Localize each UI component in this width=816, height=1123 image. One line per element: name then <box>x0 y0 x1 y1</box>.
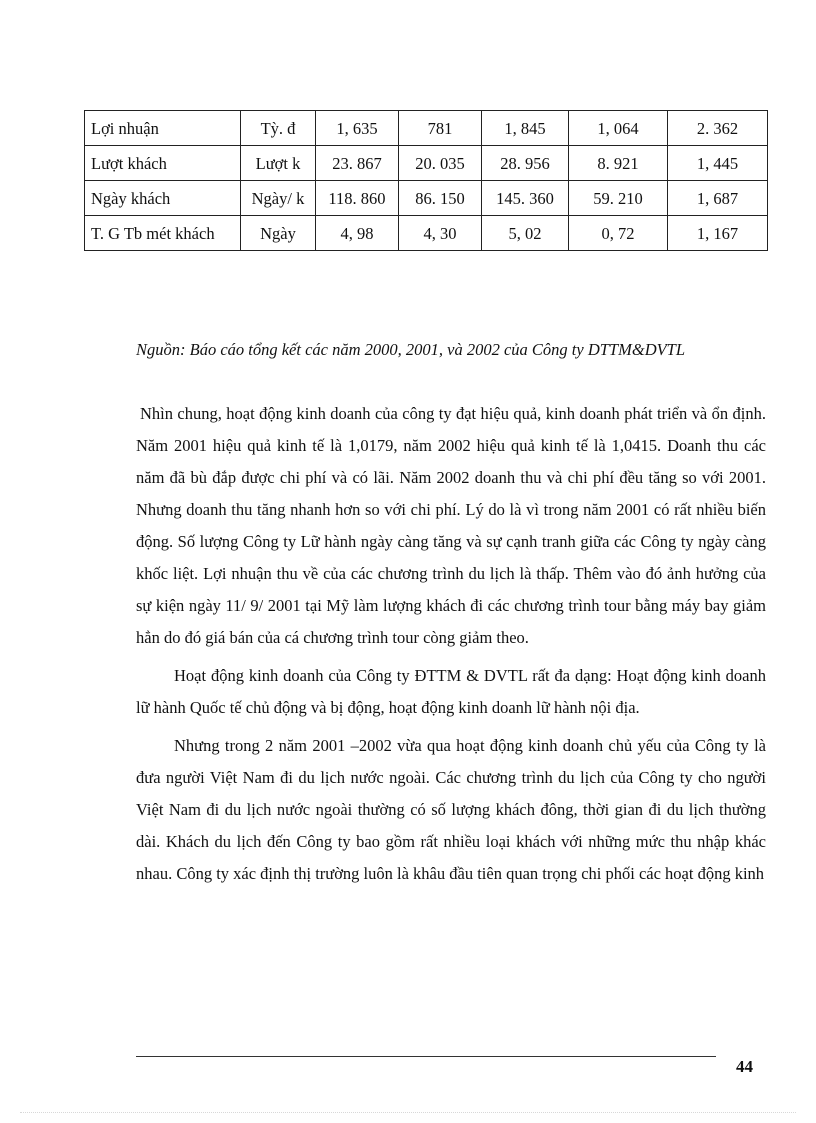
table-row <box>85 216 768 251</box>
body-text <box>136 398 766 896</box>
table-cell: 1, 445 <box>668 146 768 181</box>
table-cell: 1, 635 <box>316 111 399 146</box>
row-unit: Ngày/ k <box>241 181 316 216</box>
row-label: Ngày khách <box>85 181 241 216</box>
table-cell: 28. 956 <box>482 146 569 181</box>
row-unit: Tỳ. đ <box>241 111 316 146</box>
paragraph: Hoạt động kinh doanh của Công ty ĐTTM & DVTL rất đa dạng: Hoạt động kinh doanh lữ hành Quốc tế chủ động và bị động, hoạt động kinh doanh lữ hành nội địa. <box>136 666 766 717</box>
table-cell: 8. 921 <box>569 146 668 181</box>
row-unit: Lượt k <box>241 146 316 181</box>
footer-divider <box>136 1056 716 1057</box>
table-cell: 145. 360 <box>482 181 569 216</box>
table-cell: 20. 035 <box>399 146 482 181</box>
table-cell: 1, 064 <box>569 111 668 146</box>
table-row <box>85 181 768 216</box>
table-cell: 5, 02 <box>482 216 569 251</box>
row-label: Lượt khách <box>85 146 241 181</box>
business-results-table <box>84 110 768 251</box>
table-cell: 23. 867 <box>316 146 399 181</box>
table-cell: 1, 687 <box>668 181 768 216</box>
table-cell: 86. 150 <box>399 181 482 216</box>
table-row <box>85 146 768 181</box>
table-cell: 0, 72 <box>569 216 668 251</box>
table-cell: 118. 860 <box>316 181 399 216</box>
source-note: Nguồn: Báo cáo tổng kết các năm 2000, 2001, và 2002 của Công ty DTTM&DVTL <box>136 340 686 359</box>
page-bottom-edge <box>20 1112 796 1113</box>
table-cell: 4, 98 <box>316 216 399 251</box>
table-cell: 4, 30 <box>399 216 482 251</box>
table-cell: 2. 362 <box>668 111 768 146</box>
table-cell: 59. 210 <box>569 181 668 216</box>
paragraph: Nhưng trong 2 năm 2001 –2002 vừa qua hoạt động kinh doanh chủ yếu của Công ty là đưa người Việt Nam đi du lịch nước ngoài. Các chương trình du lịch của Công ty cho người Việt Nam đi du lịch nước ngoài thường có số lượng khách đông, thời gian đi du lịch thường dài. Khách du lịch đến Công ty bao gồm rất nhiều loại khách với những mức thu nhập khác nhau. Công ty xác định thị trường luôn là khâu đầu tiên quan trọng chi phối các hoạt động kinh <box>136 736 766 883</box>
row-unit: Ngày <box>241 216 316 251</box>
table-cell: 1, 845 <box>482 111 569 146</box>
table-cell: 1, 167 <box>668 216 768 251</box>
paragraph: Nhìn chung, hoạt động kinh doanh của công ty đạt hiệu quả, kinh doanh phát triển và ổn định. Năm 2001 hiệu quả kinh tế là 1,0179, năm 2002 hiệu quả kinh tế là 1,0415. Doanh thu các năm đã bù đắp được chi phí và có lãi. Năm 2002 doanh thu và chi phí đều tăng so với 2001. Nhưng doanh thu tăng nhanh hơn so với chi phí. Lý do là vì trong năm 2001 có rất nhiều biến động. Số lượng Công ty Lữ hành ngày càng tăng và sự cạnh tranh giữa các Công ty ngày càng khốc liệt. Lợi nhuận thu về của các chương trình du lịch là thấp. Thêm vào đó ảnh hưởng của sự kiện ngày 11/ 9/ 2001 tại Mỹ làm lượng khách đi các chương trình tour bằng máy bay giảm hẳn do đó giá bán của cá chương trình tour còng giảm theo. <box>136 404 766 647</box>
table-row <box>85 111 768 146</box>
row-label: T. G Tb mét khách <box>85 216 241 251</box>
table-cell: 781 <box>399 111 482 146</box>
page-number: 44 <box>736 1057 753 1076</box>
row-label: Lợi nhuận <box>85 111 241 146</box>
